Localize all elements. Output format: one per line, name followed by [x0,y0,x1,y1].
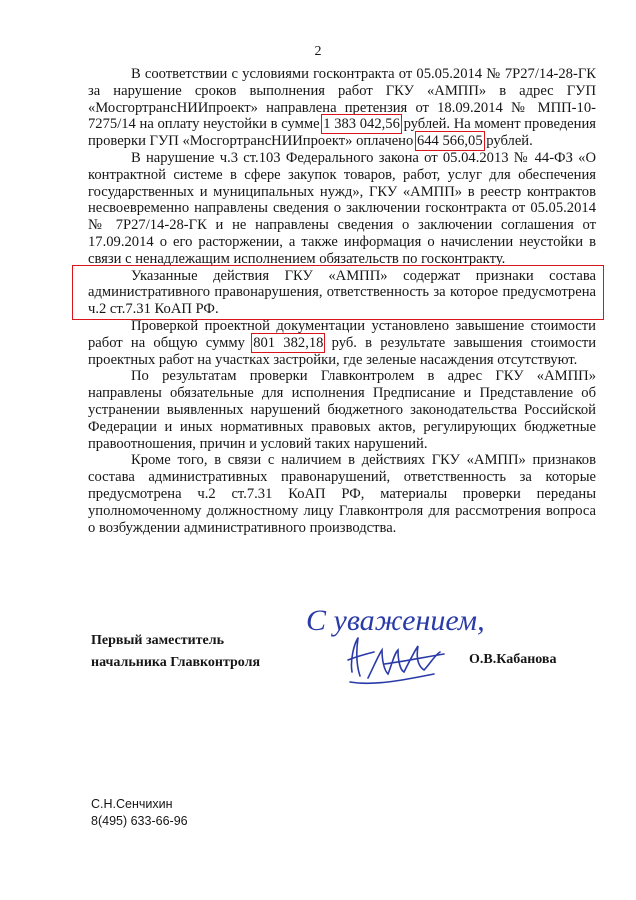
executor-phone: 8(495) 633-66-96 [91,814,188,828]
overstatement-amount-highlight: 801 382,18 [253,334,324,351]
paragraph-violation-highlight: Указанные действия ГКУ «АМПП» содержат признаки состава административного правонарушения, ответственность за которое предусмотрена ч.2 ст.7.31 КоАП РФ. [88,267,596,318]
letter-body [88,66,596,536]
paragraph-overstatement-text-b: руб. в результате завышения стоимости проектных работ на участках застройки, где зеленые насаждения отсутствуют. [88,334,597,368]
paragraph-penalty-text-a: В соответствии с условиями госконтракта от 05.05.2014 № 7Р27/14-28-ГК за нарушение сроков выполнения работ ГКУ «АМПП» в адрес ГУП «МосгортрансНИИпроект» направлена претензия от 18.09.2014 № МПП-10-7275/14 на оплату неустойки в сумме [88,66,596,133]
signer-title [91,630,260,674]
signer-name: О.В.Кабанова [469,652,557,667]
executor-info [91,796,188,830]
page-number: 2 [314,44,322,59]
paragraph-materials-transferred: Кроме того, в связи с наличием в действиях ГКУ «АМПП» признаков состава административных правонарушений, ответственность за которые предусмотрена ч.2 ст.7.31 КоАП РФ, материалы проверки переданы уполномоченному должностному лицу Главконтроля для рассмотрения вопроса о возбуждении административного производства. [88,452,596,536]
paragraph-penalty [88,66,596,150]
paragraph-contract-registry: В нарушение ч.3 ст.103 Федерального закона от 05.04.2013 № 44-ФЗ «О контрактной системе в сфере закупок товаров, работ, услуг для обеспечения государственных и муниципальных нужд», ГКУ «АМПП» в реестр контрактов несвоевременно направлены сведения о заключении госконтракта от 05.05.2014 № 7Р27/14-28-ГК и не направлены сведения о заключении соглашения от 17.09.2014 о его расторжении, а также информация о начислении неустойки в связи с ненадлежащим исполнением обязательств по госконтракту. [88,149,596,267]
penalty-amount-highlight: 1 383 042,56 [323,116,400,133]
signer-title-line2: начальника Главконтроля [91,655,261,670]
paragraph-penalty-text-b: рублей. На момент проведения проверки ГУП «МосгортрансНИИпроект» оплачено [88,116,596,150]
paid-amount-highlight: 644 566,05 [416,133,483,150]
paragraph-orders: По результатам проверки Главконтролем в адрес ГКУ «АМПП» направлены обязательные для исполнения Предписание и Представление об устранении выявленных нарушений бюджетного законодательства Российской Федерации и иных нормативных правовых актов, регулирующих бюджетные правоотношения, причин и условий таких нарушений. [88,368,596,452]
executor-name: С.Н.Сенчихин [91,797,173,811]
signature-icon [344,630,454,690]
paragraph-overstatement-text-a: Проверкой проектной документации установлено завышение стоимости работ на общую сумму [88,317,596,351]
paragraph-penalty-text-c: рублей. [486,133,533,150]
closing-text: С уважением, [306,604,485,637]
paragraph-overstatement [88,318,596,368]
signer-title-line1: Первый заместитель [91,633,224,648]
